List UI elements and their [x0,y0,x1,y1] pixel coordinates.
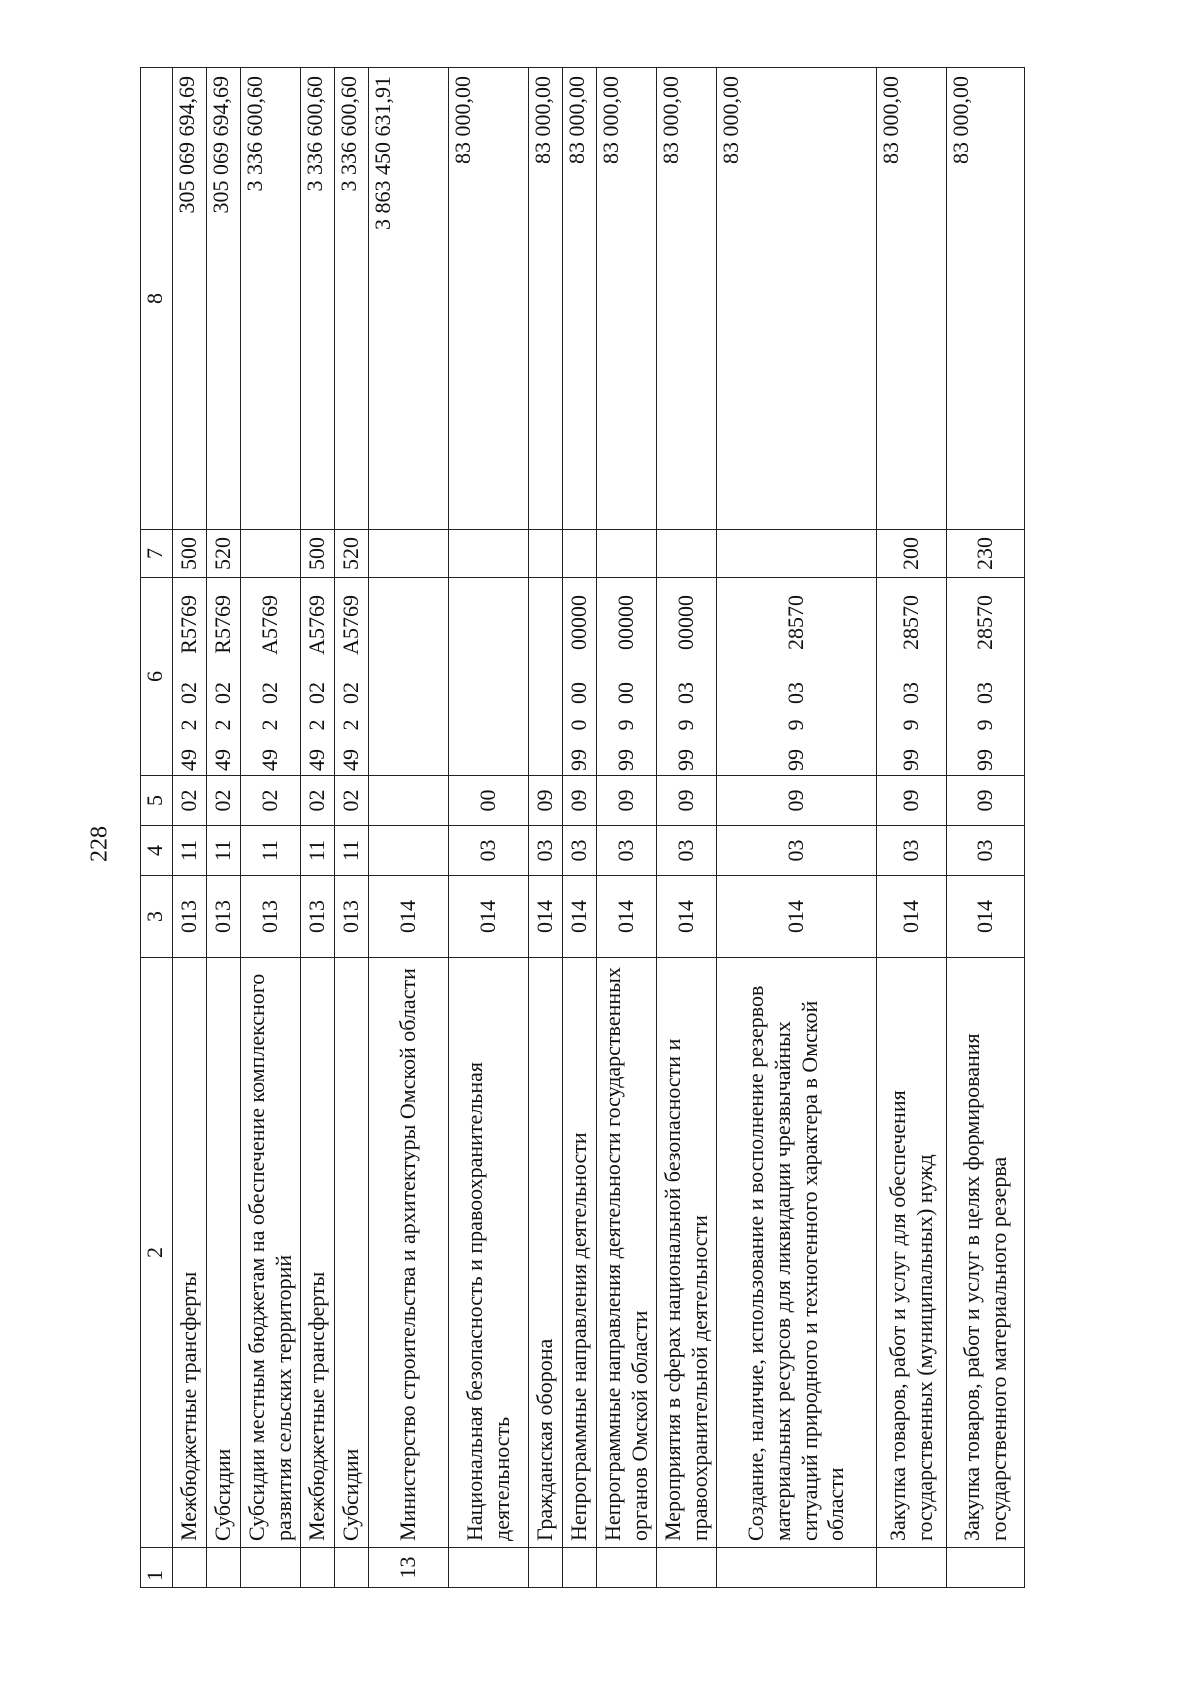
activity-code: 00 [566,682,592,704]
budget-table [140,67,1025,1588]
subsection-code: 09 [657,776,717,826]
ministry-code: 013 [301,876,335,958]
ministry-code: 014 [563,876,597,958]
program-code: 49 [176,749,202,771]
direction-code: A5769 [257,595,283,655]
expense-type-code [529,530,563,578]
expense-type-code: 500 [173,530,207,578]
subprogram-code: 2 [176,719,202,731]
amount: 305 069 694,69 [207,68,241,530]
subprogram-code: 2 [338,719,364,731]
table-row [449,68,529,1588]
row-number [947,1548,1025,1588]
subprogram-code: 2 [304,719,330,731]
program-code: 49 [338,749,364,771]
section-code: 03 [529,826,563,876]
program-code: 49 [304,749,330,771]
direction-code: 00000 [673,595,699,650]
target-article-code [529,578,563,776]
item-name: Мероприятия в сферах национальной безопасности и правоохранительной деятельности [657,958,717,1548]
expense-type-code: 520 [335,530,369,578]
subprogram-code: 9 [898,719,924,731]
item-name: Закупка товаров, работ и услуг в целях формирования государственного материального резерва [947,958,1025,1548]
row-number [301,1548,335,1588]
target-article-code [449,578,529,776]
table-row [207,68,241,1588]
subprogram-code: 2 [257,719,283,731]
table-row [369,68,449,1588]
subprogram-code: 0 [566,719,592,731]
expense-type-code: 500 [301,530,335,578]
ministry-code: 014 [877,876,947,958]
subsection-code: 09 [947,776,1025,826]
section-code: 03 [563,826,597,876]
item-name: Субсидии [207,958,241,1548]
direction-code: 00000 [566,595,592,650]
row-number [529,1548,563,1588]
table-row [173,68,207,1588]
table-row [563,68,597,1588]
amount: 3 336 600,60 [301,68,335,530]
direction-code: A5769 [338,595,364,655]
subsection-code: 09 [563,776,597,826]
table-row [947,68,1025,1588]
direction-code: R5769 [176,595,202,654]
subsection-code: 09 [529,776,563,826]
row-number [717,1548,877,1588]
program-code: 99 [783,749,809,771]
section-code: 03 [597,826,657,876]
direction-code: 28570 [898,595,924,650]
subsection-code: 00 [449,776,529,826]
header-cell: 5 [141,776,173,826]
table-row [717,68,877,1588]
program-code: 49 [210,749,236,771]
ministry-code: 014 [529,876,563,958]
ministry-code: 014 [657,876,717,958]
table-row [335,68,369,1588]
target-article-code [657,578,717,776]
section-code: 03 [449,826,529,876]
target-article-code [369,578,449,776]
target-article-code [877,578,947,776]
program-code: 99 [898,749,924,771]
ministry-code: 014 [947,876,1025,958]
expense-type-code: 520 [207,530,241,578]
header-cell: 6 [141,578,173,776]
row-number [877,1548,947,1588]
ministry-code: 014 [449,876,529,958]
activity-code: 02 [338,682,364,704]
subprogram-code: 9 [972,719,998,731]
subsection-code [369,776,449,826]
target-article-code [335,578,369,776]
section-code: 11 [207,826,241,876]
rotated-page [140,68,1040,1588]
item-name: Национальная безопасность и правоохранительная деятельность [449,958,529,1548]
table-row [877,68,947,1588]
row-number [563,1548,597,1588]
table-row [597,68,657,1588]
expense-type-code [717,530,877,578]
direction-code: R5769 [210,595,236,654]
program-code: 99 [972,749,998,771]
item-name: Субсидии [335,958,369,1548]
amount: 83 000,00 [529,68,563,530]
item-name: Межбюджетные трансферты [301,958,335,1548]
amount: 83 000,00 [563,68,597,530]
amount: 83 000,00 [657,68,717,530]
target-article-code [173,578,207,776]
ministry-code: 013 [241,876,301,958]
direction-code: A5769 [304,595,330,655]
expense-type-code [597,530,657,578]
row-number [335,1548,369,1588]
target-article-code [947,578,1025,776]
target-article-code [241,578,301,776]
section-code [369,826,449,876]
header-cell: 7 [141,530,173,578]
header-cell: 4 [141,826,173,876]
header-cell: 8 [141,68,173,530]
table-row [657,68,717,1588]
section-code: 11 [241,826,301,876]
target-article-code [301,578,335,776]
target-article-code [563,578,597,776]
row-number [173,1548,207,1588]
section-code: 11 [335,826,369,876]
row-number: 13 [369,1548,449,1588]
ministry-code: 013 [173,876,207,958]
expense-type-code [369,530,449,578]
amount: 83 000,00 [947,68,1025,530]
item-name: Межбюджетные трансферты [173,958,207,1548]
target-article-code [597,578,657,776]
row-number [449,1548,529,1588]
activity-code: 03 [972,682,998,704]
expense-type-code [241,530,301,578]
page-number: 228 [86,826,113,862]
target-article-code [717,578,877,776]
amount: 3 863 450 631,91 [369,68,449,530]
ministry-code: 013 [335,876,369,958]
table-body [173,68,1025,1588]
amount: 83 000,00 [717,68,877,530]
expense-type-code [449,530,529,578]
expense-type-code: 230 [947,530,1025,578]
item-name: Непрограммные направления деятельности государственных органов Омской области [597,958,657,1548]
program-code: 99 [566,749,592,771]
amount: 3 336 600,60 [335,68,369,530]
activity-code: 03 [673,682,699,704]
subsection-code: 02 [301,776,335,826]
item-name: Субсидии местным бюджетам на обеспечение комплексного развития сельских территорий [241,958,301,1548]
expense-type-code [563,530,597,578]
table-row [241,68,301,1588]
activity-code: 03 [783,682,809,704]
amount: 83 000,00 [449,68,529,530]
subsection-code: 09 [717,776,877,826]
activity-code: 03 [898,682,924,704]
subsection-code: 09 [877,776,947,826]
target-article-code [207,578,241,776]
header-row [141,68,173,1588]
ministry-code: 013 [207,876,241,958]
activity-code: 00 [613,682,639,704]
table-row [301,68,335,1588]
section-code: 03 [947,826,1025,876]
amount: 305 069 694,69 [173,68,207,530]
subsection-code: 02 [173,776,207,826]
expense-type-code: 200 [877,530,947,578]
subsection-code: 09 [597,776,657,826]
row-number [597,1548,657,1588]
row-number [207,1548,241,1588]
section-code: 11 [173,826,207,876]
program-code: 49 [257,749,283,771]
item-name: Министерство строительства и архитектуры Омской области [369,958,449,1548]
header-cell: 2 [141,958,173,1548]
section-code: 03 [657,826,717,876]
row-number [241,1548,301,1588]
program-code: 99 [613,749,639,771]
item-name: Непрограммные направления деятельности [563,958,597,1548]
amount: 83 000,00 [877,68,947,530]
activity-code: 02 [210,682,236,704]
row-number [657,1548,717,1588]
ministry-code: 014 [717,876,877,958]
section-code: 03 [877,826,947,876]
header-cell: 1 [141,1548,173,1588]
activity-code: 02 [304,682,330,704]
activity-code: 02 [257,682,283,704]
direction-code: 28570 [783,595,809,650]
ministry-code: 014 [369,876,449,958]
item-name: Создание, наличие, использование и восполнение резервов материальных ресурсов для ликвидации чрезвычайных ситуаций природного и техногенного характера в Омской области [717,958,877,1548]
subprogram-code: 9 [613,719,639,731]
item-name: Гражданская оборона [529,958,563,1548]
item-name: Закупка товаров, работ и услуг для обеспечения государственных (муниципальных) нужд [877,958,947,1548]
section-code: 03 [717,826,877,876]
direction-code: 00000 [613,595,639,650]
table-row [529,68,563,1588]
header-cell: 3 [141,876,173,958]
expense-type-code [657,530,717,578]
section-code: 11 [301,826,335,876]
subprogram-code: 2 [210,719,236,731]
amount: 83 000,00 [597,68,657,530]
activity-code: 02 [176,682,202,704]
direction-code: 28570 [972,595,998,650]
ministry-code: 014 [597,876,657,958]
subsection-code: 02 [241,776,301,826]
subsection-code: 02 [207,776,241,826]
amount: 3 336 600,60 [241,68,301,530]
subprogram-code: 9 [673,719,699,731]
program-code: 99 [673,749,699,771]
subsection-code: 02 [335,776,369,826]
subprogram-code: 9 [783,719,809,731]
